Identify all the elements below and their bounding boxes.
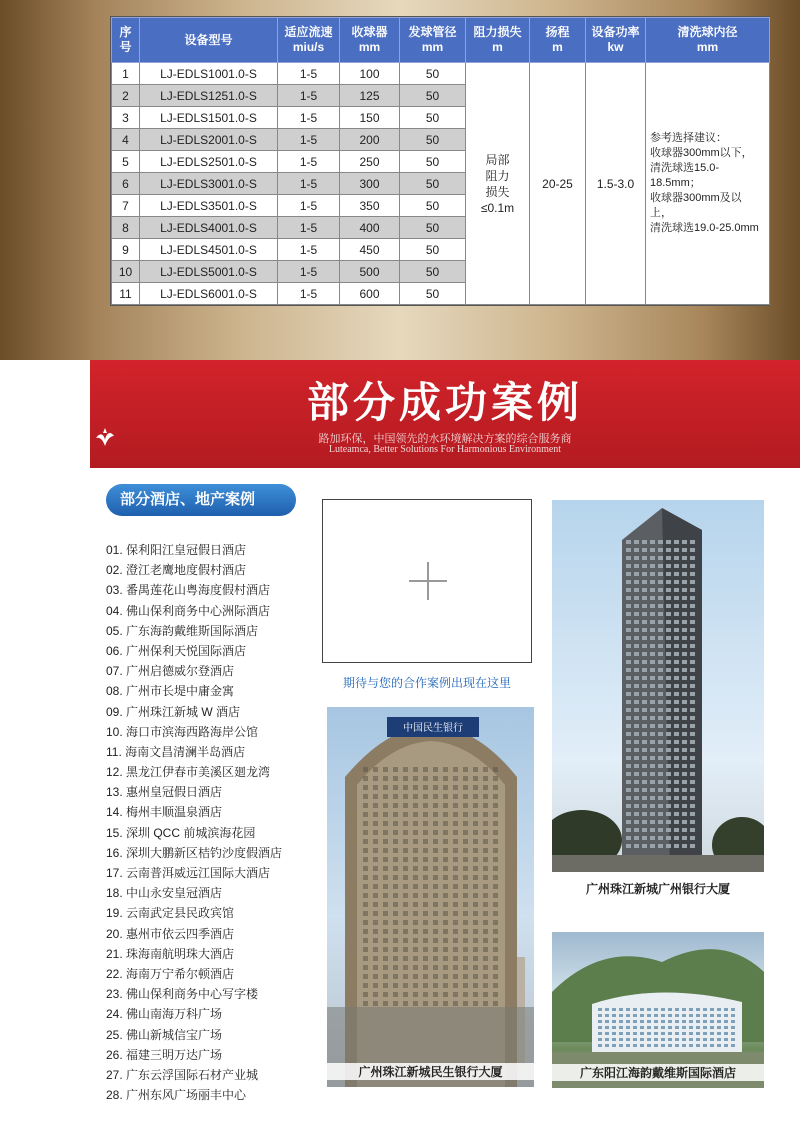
guangzhou-building-illustration: [552, 500, 764, 872]
list-item: 28. 广州东风广场丽丰中心: [106, 1088, 247, 1103]
table-cell: 50: [400, 107, 466, 129]
table-header-cell: [466, 18, 530, 63]
table-cell: 2: [112, 85, 140, 107]
table-cell: 600: [340, 283, 400, 305]
table-cell: 50: [400, 173, 466, 195]
header-text: 适应流速: [284, 25, 333, 39]
banner-title: 部分成功案例: [306, 379, 583, 426]
table-cell: 6: [112, 173, 140, 195]
table-cell: 1: [112, 63, 140, 85]
resistance-cell-line: 损失: [485, 184, 510, 199]
table-cell: 1-5: [278, 283, 340, 305]
list-item: 19. 云南武定县民政宾馆: [106, 906, 235, 921]
table-cell: 400: [340, 217, 400, 239]
table-cell: 50: [400, 217, 466, 239]
header-text: m: [552, 40, 563, 54]
table-cell: 8: [112, 217, 140, 239]
table-cell: 1-5: [278, 63, 340, 85]
table-header-row: [112, 18, 770, 63]
header-text: 设备功率: [591, 25, 640, 39]
table-cell: 350: [340, 195, 400, 217]
table-header-cell: [278, 18, 340, 63]
banner-subtitle-en: Luteamca, Better Solutions For Harmonious Environment: [328, 444, 562, 455]
list-item: 05. 广东海韵戴维斯国际酒店: [106, 623, 259, 638]
resistance-cell-line: ≤0.1m: [480, 200, 515, 215]
table-header-cell: [140, 18, 278, 63]
photo-hotel: [552, 932, 764, 1088]
list-item: 20. 惠州市依云四季酒店: [106, 926, 235, 941]
note-cell-line: 上，: [650, 207, 672, 219]
table-cell: 50: [400, 151, 466, 173]
table-cell: 50: [400, 283, 466, 305]
table-cell: 150: [340, 107, 400, 129]
table-cell: 4: [112, 129, 140, 151]
power-cell: 1.5-3.0: [586, 63, 646, 305]
list-item: 10. 海口市滨海西路海岸公馆: [106, 724, 259, 739]
note-cell-line: 清洗球选19.0-25.0mm: [650, 222, 759, 234]
photo1-caption: 广州珠江新城民生银行大厦: [327, 1063, 534, 1080]
header-text: mm: [358, 40, 381, 54]
table-header-cell: [530, 18, 586, 63]
table-cell: 50: [400, 195, 466, 217]
table-cell: 1-5: [278, 151, 340, 173]
table-cell: 1-5: [278, 239, 340, 261]
table-cell: 50: [400, 85, 466, 107]
case-placeholder: [322, 499, 532, 663]
header-text: miu/s: [292, 40, 325, 54]
header-text: 清洗球内径: [677, 25, 738, 39]
table-cell: LJ-EDLS4501.0-S: [140, 239, 278, 261]
list-item: 18. 中山永安皇冠酒店: [106, 886, 223, 901]
header-text: 序: [119, 25, 132, 39]
list-item: 25. 佛山新城信宝广场: [106, 1027, 223, 1042]
list-item: 26. 福建三明万达广场: [106, 1047, 223, 1062]
list-item: 08. 广州市长堤中庸金寓: [106, 684, 235, 699]
table-cell: LJ-EDLS4001.0-S: [140, 217, 278, 239]
table-cell: 1-5: [278, 195, 340, 217]
table-cell: LJ-EDLS2501.0-S: [140, 151, 278, 173]
list-item: 16. 深圳大鹏新区桔钓沙度假酒店: [106, 845, 283, 860]
table-row: [112, 63, 770, 85]
resistance-cell-line: 局部: [485, 152, 510, 167]
note-cell-line: 收球器300mm及以: [650, 192, 742, 204]
table-header-cell: [400, 18, 466, 63]
table-cell: 450: [340, 239, 400, 261]
table-cell: 3: [112, 107, 140, 129]
header-text: 号: [119, 40, 132, 54]
table-cell: 1-5: [278, 129, 340, 151]
table-cell: 125: [340, 85, 400, 107]
table-cell: 1-5: [278, 261, 340, 283]
header-text: 阻力损失: [473, 25, 522, 39]
plus-icon: [427, 562, 429, 600]
table-cell: 1-5: [278, 173, 340, 195]
list-item: 03. 番禺莲花山粤海度假村酒店: [106, 583, 271, 598]
table-cell: 1-5: [278, 107, 340, 129]
table-cell: 9: [112, 239, 140, 261]
table-cell: LJ-EDLS3501.0-S: [140, 195, 278, 217]
table-cell: LJ-EDLS5001.0-S: [140, 261, 278, 283]
header-text: 设备型号: [184, 32, 233, 47]
table-cell: 10: [112, 261, 140, 283]
list-item: 12. 黑龙江伊春市美溪区廻龙湾: [106, 765, 271, 780]
list-item: 07. 广州启德威尔登酒店: [106, 664, 235, 679]
list-item: 06. 广州保利天悦国际酒店: [106, 643, 247, 658]
resistance-cell-line: 阻力: [485, 168, 510, 183]
note-cell-line: 收球器300mm以下，: [650, 147, 753, 159]
table-cell: LJ-EDLS2001.0-S: [140, 129, 278, 151]
cases-banner: [90, 360, 800, 468]
table-cell: 500: [340, 261, 400, 283]
head-cell: 20-25: [530, 63, 586, 305]
table-cell: 50: [400, 261, 466, 283]
list-item: 13. 惠州皇冠假日酒店: [106, 785, 223, 800]
note-cell-line: 参考选择建议：: [650, 132, 727, 144]
table-cell: 100: [340, 63, 400, 85]
list-item: 01. 保利阳江皇冠假日酒店: [106, 543, 247, 557]
table-cell: 1-5: [278, 85, 340, 107]
table-cell: 5: [112, 151, 140, 173]
header-text: 收球器: [351, 25, 388, 39]
table-cell: 250: [340, 151, 400, 173]
table-header-cell: [586, 18, 646, 63]
photo-minsheng-bank: [327, 707, 534, 1087]
header-text: 发球管径: [408, 25, 457, 39]
table-cell: LJ-EDLS1251.0-S: [140, 85, 278, 107]
header-text: mm: [421, 40, 444, 54]
table-cell: 300: [340, 173, 400, 195]
table-cell: 7: [112, 195, 140, 217]
list-item: 02. 澄江老鹰地度假村酒店: [106, 563, 247, 578]
list-item: 17. 云南普洱威远江国际大酒店: [106, 866, 271, 880]
photo2-caption: 广州珠江新城广州银行大厦: [585, 882, 730, 896]
note-cell-line: 清洗球选15.0-: [650, 162, 720, 174]
list-item: 15. 深圳 QCC 前城滨海花园: [106, 825, 256, 840]
table-header-cell: [646, 18, 770, 63]
building-sign: 中国民生银行: [403, 723, 463, 734]
table-header-cell: [112, 18, 140, 63]
header-text: kw: [607, 40, 624, 54]
table-cell: 1-5: [278, 217, 340, 239]
banner-subtitle-cn: 路加环保，中国领先的水环境解决方案的综合服务商: [318, 433, 572, 445]
note-cell-line: 18.5mm；: [650, 177, 701, 189]
table-cell: 50: [400, 129, 466, 151]
minsheng-building-illustration: [327, 707, 534, 1087]
list-item: 21. 珠海南航明珠大酒店: [106, 946, 235, 961]
table-cell: LJ-EDLS3001.0-S: [140, 173, 278, 195]
table-cell: LJ-EDLS1001.0-S: [140, 63, 278, 85]
list-item: 04. 佛山保利商务中心洲际酒店: [106, 603, 271, 618]
table-cell: LJ-EDLS6001.0-S: [140, 283, 278, 305]
placeholder-caption: 期待与您的合作案例出现在这里: [342, 676, 511, 690]
list-item: 24. 佛山南海万科广场: [106, 1007, 223, 1022]
photo-guangzhou-bank: [552, 500, 764, 872]
cases-list: [106, 540, 282, 1105]
table-header-cell: [340, 18, 400, 63]
list-item: 22. 海南万宁希尔顿酒店: [106, 966, 235, 981]
table-cell: 200: [340, 129, 400, 151]
table-cell: 50: [400, 63, 466, 85]
list-item: 11. 海南文昌清澜半岛酒店: [106, 744, 246, 759]
header-text: mm: [696, 40, 719, 54]
header-text: 扬程: [545, 25, 570, 39]
header-text: m: [492, 40, 503, 54]
note-cell: [646, 63, 770, 305]
photo3-caption: 广东阳江海韵戴维斯国际酒店: [552, 1064, 764, 1081]
list-item: 09. 广州珠江新城 W 酒店: [106, 704, 241, 719]
resistance-cell: [466, 63, 530, 305]
cases-heading: 部分酒店、地产案例: [106, 484, 296, 516]
table-cell: LJ-EDLS1501.0-S: [140, 107, 278, 129]
list-item: 23. 佛山保利商务中心写字楼: [106, 987, 259, 1002]
spec-table: [110, 16, 770, 306]
table-cell: 11: [112, 283, 140, 305]
company-logo-icon: [94, 424, 116, 450]
list-item: 27. 广东云浮国际石材产业城: [106, 1067, 259, 1082]
table-cell: 50: [400, 239, 466, 261]
list-item: 14. 梅州丰顺温泉酒店: [106, 805, 223, 820]
